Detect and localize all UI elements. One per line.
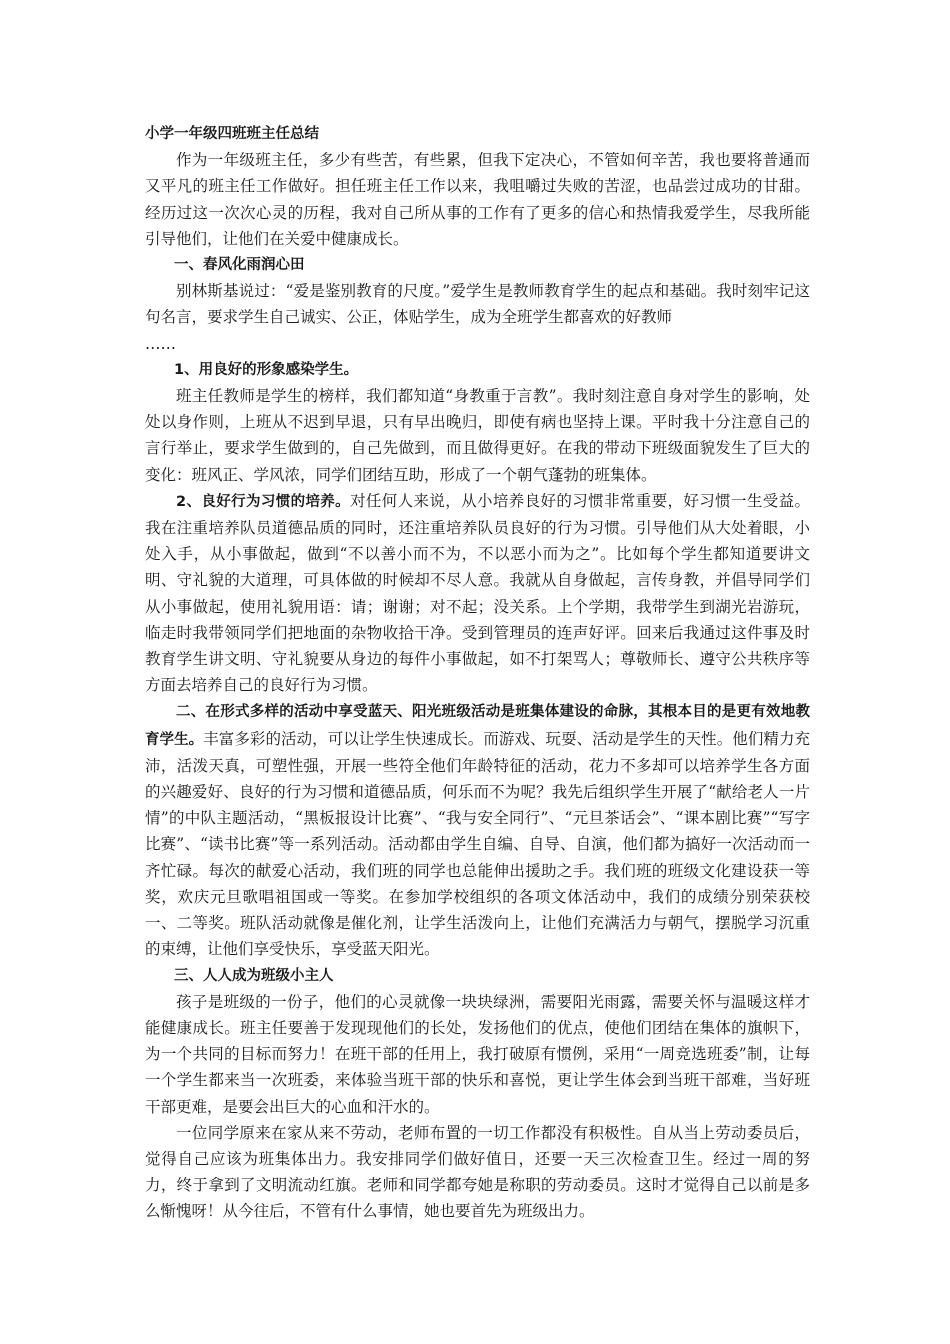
section3-paragraph-2: 一位同学原来在家从来不劳动，老师布置的一切工作都没有积极性。自从当上劳动委员后，觉得自己应该为班集体出力。我安排同学们做好值日，还要一天三次检查卫生。经过一周的努力，终于拿到了文明流动红旗。老师和同学都夸她是称职的劳动委员。这时才觉得自己以前是多么惭愧呀！从今往后，不管有什么事情，她也要首先为班级出力。 bbox=[145, 1123, 810, 1221]
subsection1-heading: 1、用良好的形象感染学生。 bbox=[174, 361, 359, 378]
section1-paragraph: 别林斯基说过：“爱是鉴别教育的尺度。”爱学生是教师教育学生的起点和基础。我时刻牢记这句名言，要求学生自己诚实、公正，体贴学生，成为全班学生都喜欢的好教师 bbox=[145, 282, 810, 327]
subsection2-paragraph: 对任何人来说，从小培养良好的习惯非常重要，好习惯一生受益。我在注重培养队员道德品质的同时，还注重培养队员良好的行为习惯。引导他们从大处着眼，小处入手，从小事做起，做到“不以善小而不为，不以恶小而为之”。比如每个学生都知道要讲文明、守礼貌的大道理，可具体做的时候却不尽人意。我就从自身做起，言传身教，并倡导同学们从小事做起，使用礼貌用语：请；谢谢；对不起；没关系。上个学期，我带学生到湖光岩游玩，临走时我带领同学们把地面的杂物收拾干净。受到管理员的连声好评。回来后我通过这件事及时教育学生讲文明、守礼貌要从身边的每件小事做起，如不打架骂人；尊敬师长、遵守公共秩序等方面去培养自己的良好行为习惯。 bbox=[145, 491, 810, 695]
subsection2-paragraph-block bbox=[145, 488, 810, 699]
subsection2-heading: 2、良好行为习惯的培养。 bbox=[176, 493, 351, 510]
intro-paragraph: 作为一年级班主任，多少有些苦，有些累，但我下定决心，不管如何辛苦，我也要将普通而又平凡的班主任工作做好。担任班主任工作以来，我咀嚼过失败的苦涩，也品尝过成功的甘甜。经历过这一次次心灵的历程，我对自己所从事的工作有了更多的信心和热情我爱学生，尽我所能引导他们，让他们在关爱中健康成长。 bbox=[145, 151, 810, 248]
section3-paragraph-1: 孩子是班级的一份子，他们的心灵就像一块块绿洲，需要阳光雨露，需要关怀与温暖这样才能健康成长。班主任要善于发现现他们的长处，发扬他们的优点，使他们团结在集体的旗帜下，为一个共同的目标而努力！在班干部的任用上，我打破原有惯例，采用“一周竞选班委”制，让每一个学生都来当一次班委，来体验当班干部的快乐和喜悦，更让学生体会到当班干部难，当好班干部更难，是要会出巨大的心血和汗水的。 bbox=[145, 992, 810, 1116]
document-title: 小学一年级四班班主任总结 bbox=[145, 126, 319, 142]
document-page bbox=[145, 121, 810, 1225]
section2-paragraph: 丰富多彩的活动，可以让学生快速成长。而游戏、玩耍、活动是学生的天性。他们精力充沛，活泼天真，可塑性强，开展一些符全他们年龄特征的活动，花力不多却可以培养学生各方面的兴趣爱好、良好的行为习惯和道德品质，何乐而不为呢？我先后组织学生开展了“献给老人一片情”的中队主题活动，“黑板报设计比赛”、“我与安全同行”、“元旦茶话会”、“课本剧比赛”“写字比赛”、“读书比赛”等一系列活动。活动都由学生自编、自导、自演，他们都为搞好一次活动而一齐忙碌。每次的献爱心活动，我们班的同学也总能伸出援助之手。我们班的班级文化建设获一等奖，欢庆元旦歌唱祖国或一等奖。在参加学校组织的各项文体活动中，我们的成绩分别荣获校一、二等奖。班队活动就像是催化剂，让学生活泼向上，让他们充满活力与朝气，摆脱学习沉重的束缚，让他们享受快乐，享受蓝天阳光。 bbox=[145, 729, 811, 959]
section1-ellipsis: …… bbox=[145, 334, 176, 353]
subsection1-paragraph: 班主任教师是学生的榜样，我们都知道“身教重于言教”。我时刻注意自身对学生的影响，处处以身作则，上班从不迟到早退，只有早出晚归，即使有病也坚持上课。平时我十分注意自己的言行举止，要求学生做到的，自己先做到，而且做得更好。在我的带动下班级面貌发生了巨大的变化：班风正、学风浓，同学们团结互助，形成了一个朝气蓬勃的班集体。 bbox=[145, 387, 810, 484]
section2-block bbox=[145, 698, 810, 962]
section1-heading: 一、春风化雨润心田 bbox=[174, 257, 305, 274]
section3-heading: 三、人人成为班级小主人 bbox=[174, 967, 334, 984]
section2-heading: 二、在形式多样的活动中享受蓝天、阳光班级活动是班集体建设的命脉，其根本目的是更有效地教育学生。 bbox=[145, 704, 810, 748]
